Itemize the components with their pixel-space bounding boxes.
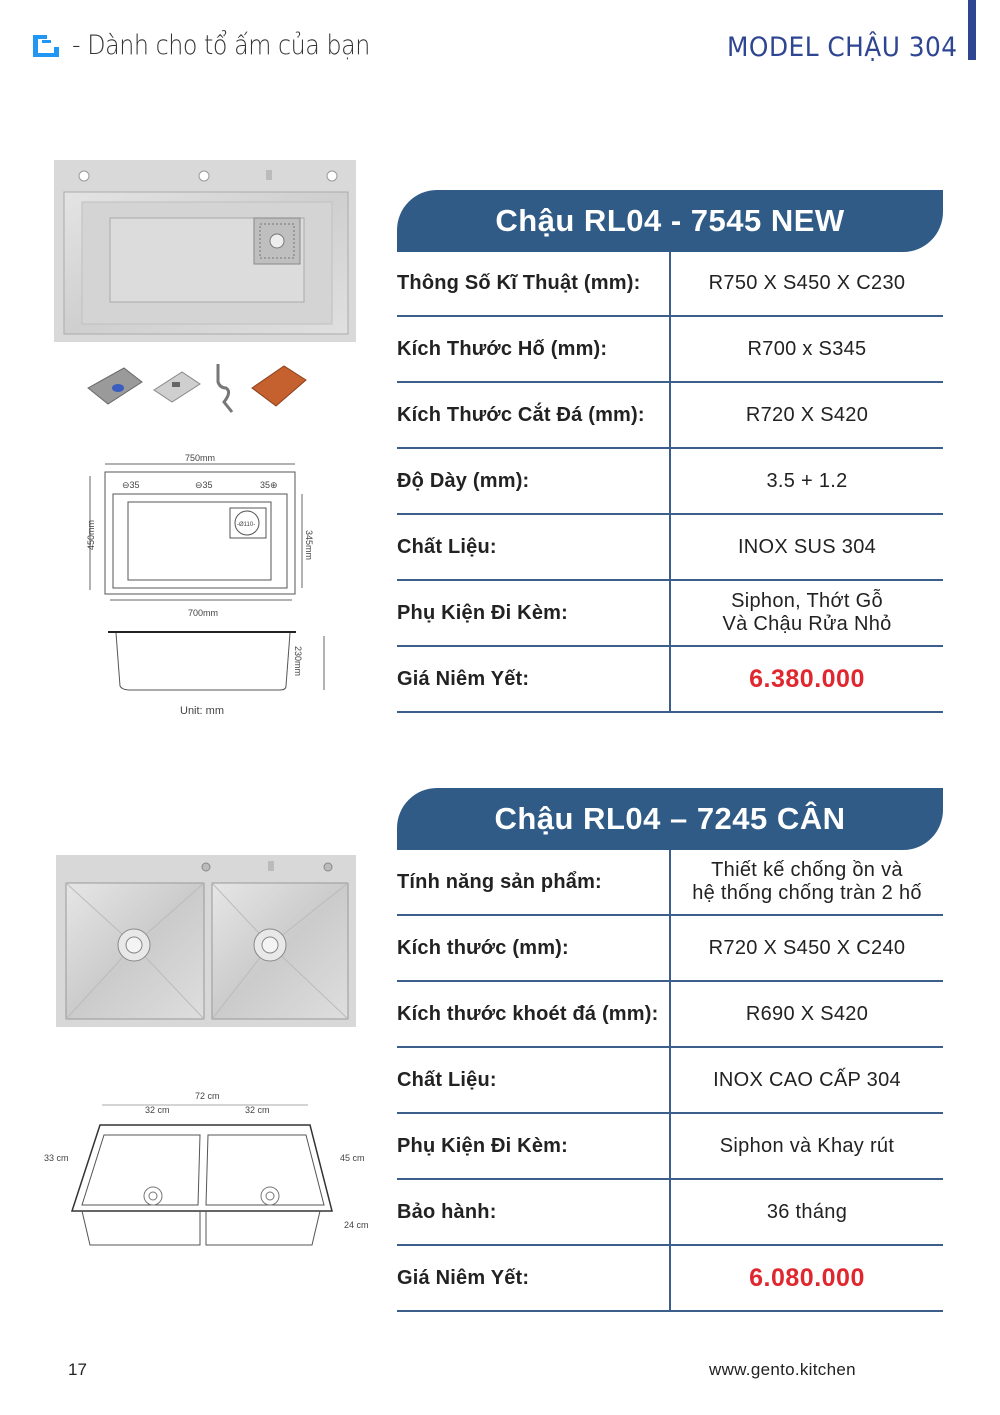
table-row: Kích thước khoét đá (mm): R690 X S420 xyxy=(397,982,943,1048)
width-label: 750mm xyxy=(185,453,216,463)
inner-width-label: 700mm xyxy=(188,608,219,618)
svg-text:35⊕: 35⊕ xyxy=(260,480,278,490)
bowl-depth-label: 33 cm xyxy=(44,1153,69,1163)
bowl-left-label: 32 cm xyxy=(145,1105,170,1115)
accessories-photo xyxy=(84,358,314,418)
svg-text:-Ø110-: -Ø110- xyxy=(237,522,256,528)
table-row: Chất Liệu: INOX SUS 304 xyxy=(397,515,943,581)
price-value: 6.380.000 xyxy=(749,664,865,693)
price-value: 6.080.000 xyxy=(749,1263,865,1292)
table-row: Phụ Kiện Đi Kèm: Siphon, Thớt Gỗ Và Chậu Rửa Nhỏ xyxy=(397,581,943,647)
technical-drawing-7245 xyxy=(30,1085,380,1255)
height-label: 450mm xyxy=(86,519,96,550)
table-row: Bảo hành: 36 tháng xyxy=(397,1180,943,1246)
svg-text:⊖35: ⊖35 xyxy=(195,480,213,490)
spec-table-7245 xyxy=(397,788,943,1312)
table-row: Kích thước (mm): R720 X S450 X C240 xyxy=(397,916,943,982)
table-row: Phụ Kiện Đi Kèm: Siphon và Khay rút xyxy=(397,1114,943,1180)
table-row: Kích Thước Hố (mm): R700 x S345 xyxy=(397,317,943,383)
height-label-7245: 24 cm xyxy=(344,1220,369,1230)
table-row: Tính năng sản phẩm: Thiết kế chống ồn và hệ thống chống tràn 2 hố xyxy=(397,850,943,916)
unit-label: Unit: mm xyxy=(180,705,224,717)
product-title: Chậu RL04 - 7545 NEW xyxy=(397,190,943,252)
bowl-right-label: 32 cm xyxy=(245,1105,270,1115)
table-row: Chất Liệu: INOX CAO CẤP 304 xyxy=(397,1048,943,1114)
website-link[interactable]: www.gento.kitchen xyxy=(709,1360,856,1379)
table-row: Độ Dày (mm): 3.5 + 1.2 xyxy=(397,449,943,515)
table-row: Thông Số Kĩ Thuật (mm): R750 X S450 X C230 xyxy=(397,252,943,317)
inner-height-label: 345mm xyxy=(304,530,314,561)
tagline: - Dành cho tổ ấm của bạn xyxy=(72,30,370,61)
svg-text:⊖35: ⊖35 xyxy=(122,480,140,490)
total-depth-label: 45 cm xyxy=(340,1153,365,1163)
product-title: Chậu RL04 – 7245 CÂN xyxy=(397,788,943,850)
table-row-price: Giá Niêm Yết: 6.080.000 xyxy=(397,1246,943,1312)
total-width-label: 72 cm xyxy=(195,1091,220,1101)
table-row: Kích Thước Cắt Đá (mm): R720 X S420 xyxy=(397,383,943,449)
faucet-logo-icon xyxy=(33,33,59,59)
technical-drawing-7545 xyxy=(80,450,340,730)
section-title: MODEL CHẬU 304 xyxy=(727,32,958,63)
sink-photo-7545 xyxy=(54,160,356,342)
depth-label: 230mm xyxy=(293,646,303,677)
accent-bar xyxy=(968,0,976,60)
page-number: 17 xyxy=(68,1360,87,1379)
table-row-price: Giá Niêm Yết: 6.380.000 xyxy=(397,647,943,713)
spec-table-7545 xyxy=(397,190,943,713)
sink-photo-7245 xyxy=(56,855,356,1027)
